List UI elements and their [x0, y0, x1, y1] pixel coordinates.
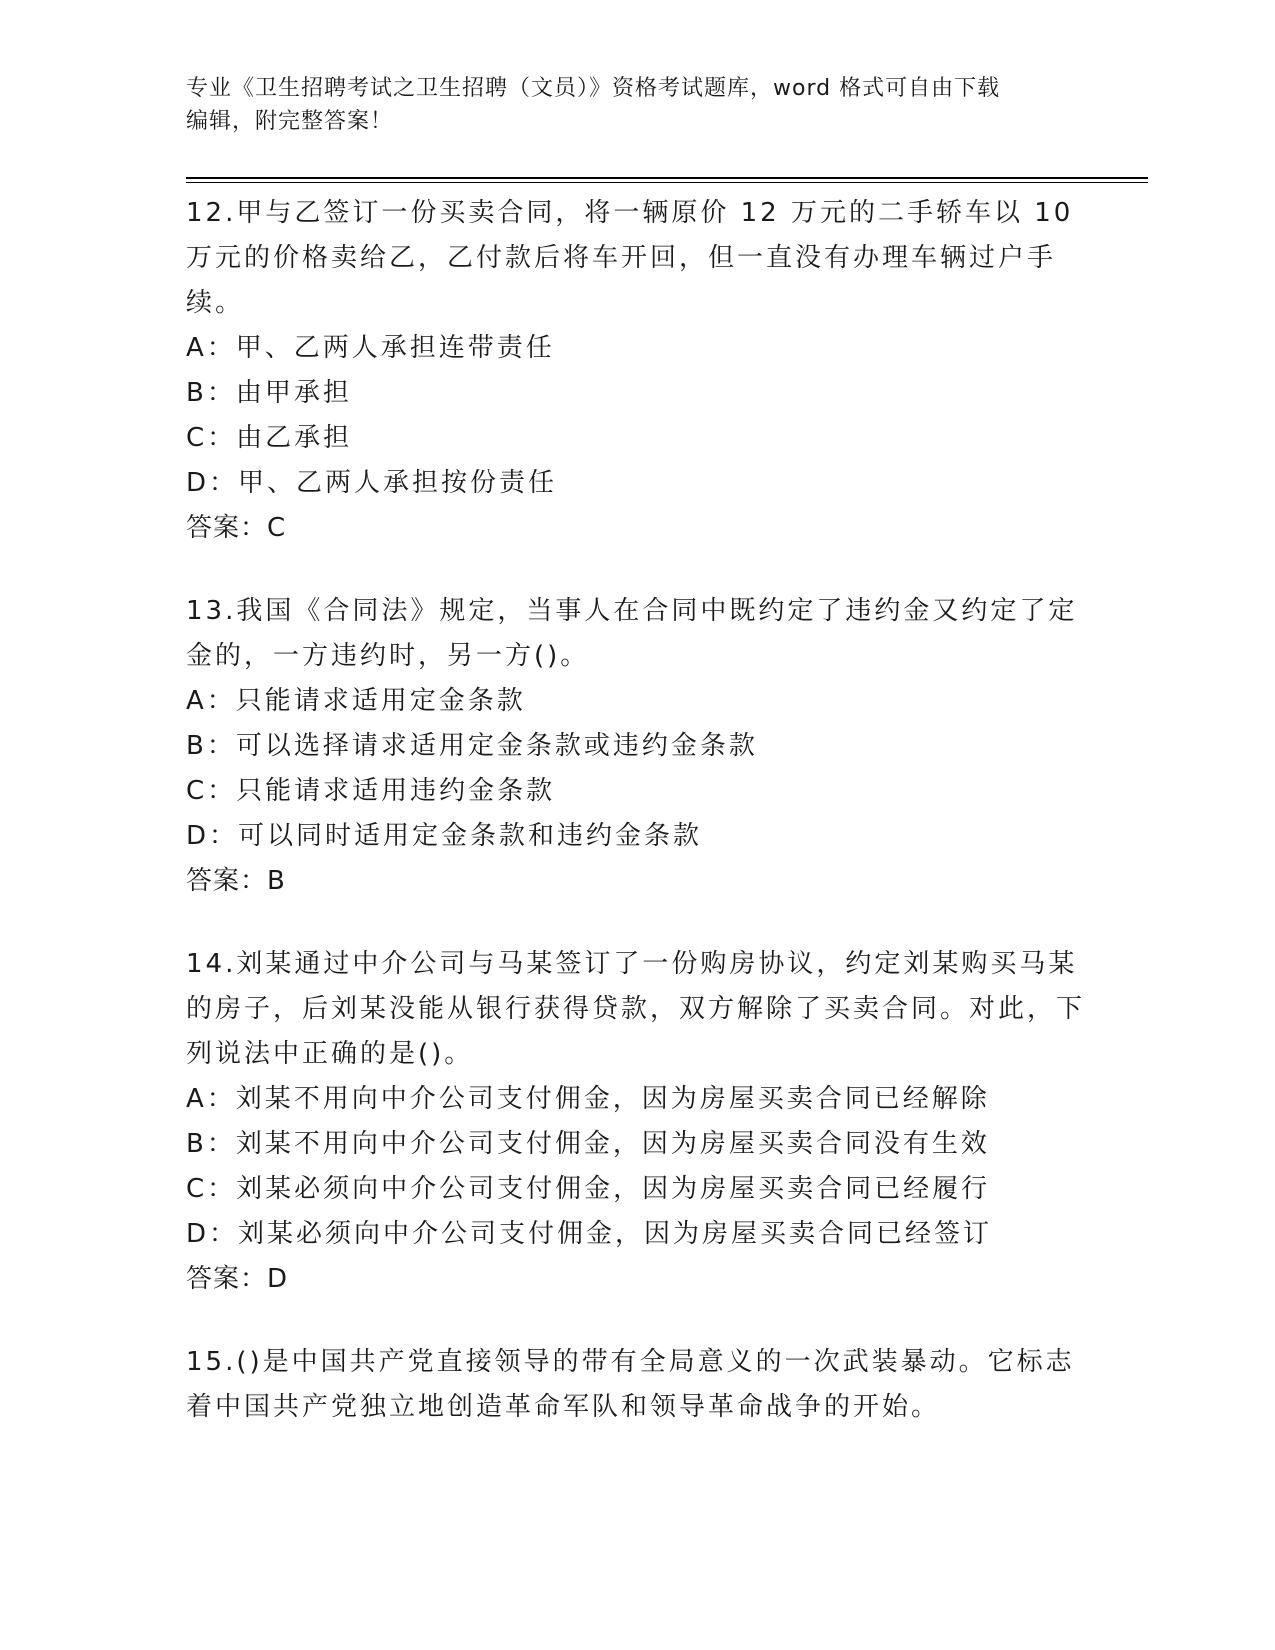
question-12 [186, 191, 1086, 551]
option-a: A：刘某不用向中介公司支付佣金，因为房屋买卖合同已经解除 [186, 1084, 990, 1114]
option-b: B：刘某不用向中介公司支付佣金，因为房屋买卖合同没有生效 [186, 1129, 990, 1159]
answer-line: 答案：C [186, 513, 287, 543]
answer-line: 答案：D [186, 1264, 289, 1294]
option-c: C：只能请求适用违约金条款 [186, 776, 556, 806]
question-stem: 14.刘某通过中介公司与马某签订了一份购房协议，约定刘某购买马某的房子，后刘某没能从银行获得贷款，双方解除了买卖合同。对此，下列说法中正确的是()。 [186, 949, 1086, 1069]
option-b: B：可以选择请求适用定金条款或违约金条款 [186, 731, 758, 761]
header-divider-thin [186, 182, 1148, 183]
option-a: A：只能请求适用定金条款 [186, 686, 526, 716]
question-13 [186, 589, 1086, 904]
option-c: C：由乙承担 [186, 423, 353, 453]
question-15 [186, 1340, 1086, 1430]
header-line-2: 编辑，附完整答案！ [186, 109, 394, 134]
question-list [186, 191, 1086, 1468]
document-header [186, 72, 1066, 138]
answer-line: 答案：B [186, 866, 286, 896]
header-line-1: 专业《卫生招聘考试之卫生招聘（文员）》资格考试题库，word 格式可自由下载 [186, 76, 1001, 101]
option-a: A：甲、乙两人承担连带责任 [186, 333, 555, 363]
question-stem: 13.我国《合同法》规定，当事人在合同中既约定了违约金又约定了定金的，一方违约时，另一方()。 [186, 596, 1078, 671]
option-d: D：甲、乙两人承担按份责任 [186, 468, 558, 498]
header-divider-thick [186, 177, 1148, 179]
question-stem: 15.()是中国共产党直接领导的带有全局意义的一次武装暴动。它标志着中国共产党独立地创造革命军队和领导革命战争的开始。 [186, 1347, 1075, 1422]
option-c: C：刘某必须向中介公司支付佣金，因为房屋买卖合同已经履行 [186, 1174, 991, 1204]
option-b: B：由甲承担 [186, 378, 352, 408]
option-d: D：可以同时适用定金条款和违约金条款 [186, 821, 703, 851]
question-stem: 12.甲与乙签订一份买卖合同，将一辆原价 12 万元的二手轿车以 10 万元的价格卖给乙，乙付款后将车开回，但一直没有办理车辆过户手续。 [186, 198, 1074, 318]
option-d: D：刘某必须向中介公司支付佣金，因为房屋买卖合同已经签订 [186, 1219, 993, 1249]
question-14 [186, 942, 1086, 1302]
